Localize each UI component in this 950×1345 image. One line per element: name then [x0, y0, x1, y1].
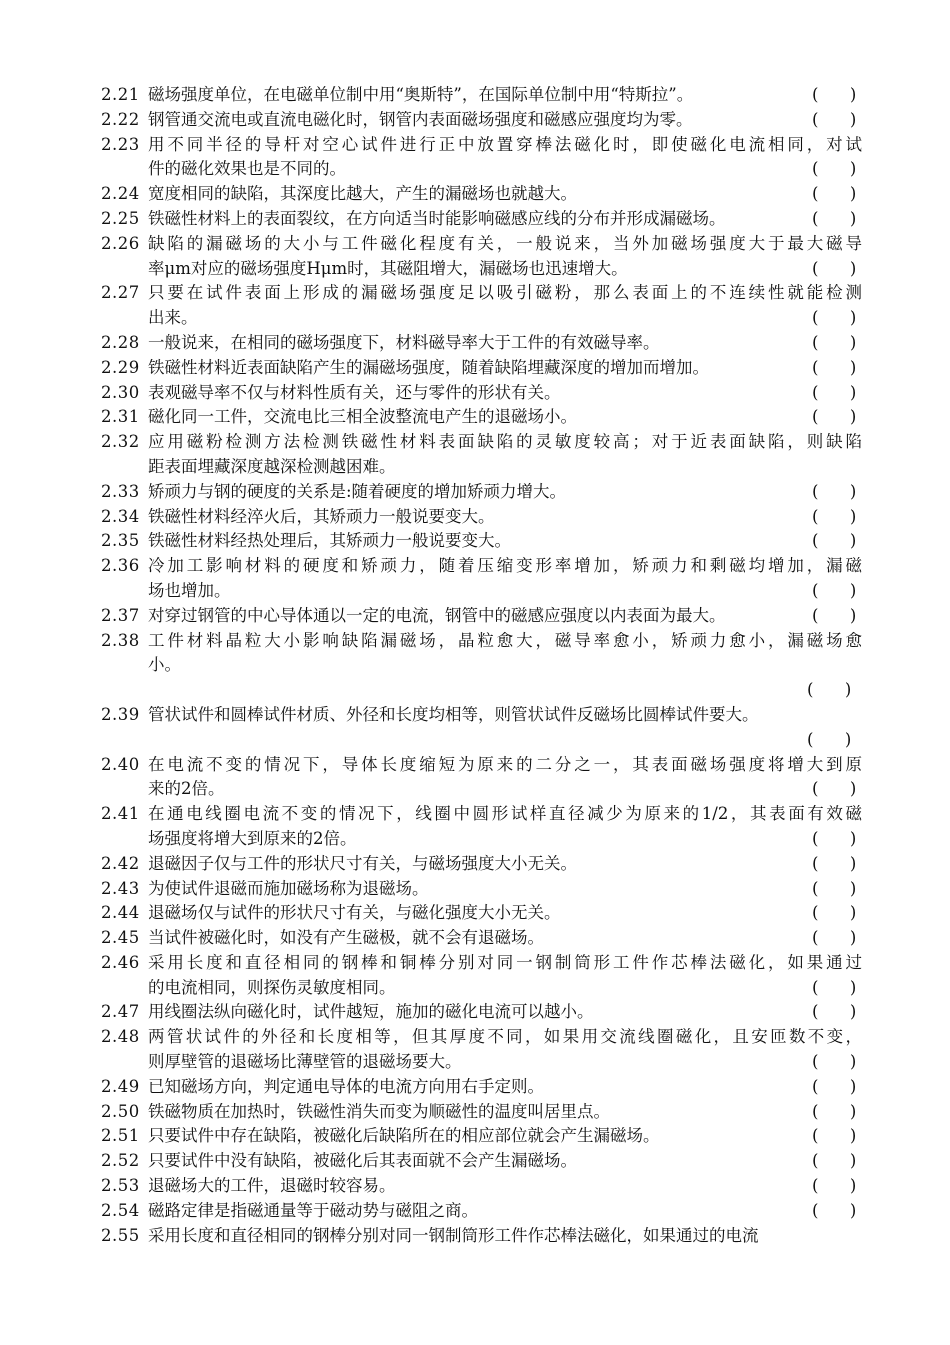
question-number: 2.21: [101, 85, 140, 104]
question-text: 件的磁化效果也是不同的。: [148, 159, 346, 179]
question-number: 2.34: [101, 506, 140, 526]
answer-blank[interactable]: ( ): [812, 580, 857, 600]
question-text: 小。: [148, 655, 181, 675]
question-text-line: [0, 1050, 862, 1075]
answer-blank[interactable]: ( ): [807, 729, 852, 749]
question-text-line: [0, 777, 862, 802]
answer-blank[interactable]: ( ): [812, 357, 857, 377]
question-text: 退磁场仅与试件的形状尺寸有关，与磁化强度大小无关。: [148, 903, 561, 923]
question-text: 则厚壁管的退磁场比薄壁管的退磁场要大。: [148, 1052, 462, 1072]
answer-blank[interactable]: ( ): [812, 1200, 857, 1220]
question-text: 场强度将增大到原来的2倍。: [148, 828, 357, 848]
question-number: 2.31: [101, 407, 140, 427]
question-text: 退磁场大的工件，退磁时较容易。: [148, 1176, 396, 1196]
question-text: 只要试件中存在缺陷，被磁化后缺陷所在的相应部位就会产生漏磁场。: [148, 1126, 660, 1146]
question-text-line: [0, 901, 862, 926]
answer-blank[interactable]: ( ): [812, 977, 857, 997]
question-text: 只要在试件表面上形成的漏磁场强度足以吸引磁粉，那么表面上的不连续性就能检测: [148, 283, 862, 303]
question-text: 为使试件退磁而施加磁场称为退磁场。: [148, 878, 429, 898]
question-text: 应用磁粉检测方法检测铁磁性材料表面缺陷的灵敏度较高；对于近表面缺陷，则缺陷: [148, 432, 862, 452]
question-item: [0, 1149, 950, 1174]
question-item: [0, 207, 950, 232]
question-number: 2.51: [101, 1126, 140, 1146]
question-number: 2.39: [101, 704, 140, 724]
question-text-line: [0, 877, 862, 902]
answer-blank[interactable]: ( ): [812, 184, 857, 204]
question-text-line: [0, 281, 862, 306]
question-text-line: [0, 951, 862, 976]
question-text: 对穿过钢管的中心导体通以一定的电流，钢管中的磁感应强度以内表面为最大。: [148, 605, 726, 625]
question-text-line: [0, 852, 862, 877]
question-item: [0, 505, 950, 530]
question-number: 2.47: [101, 1002, 140, 1022]
question-item: [0, 133, 950, 183]
question-text: 距表面埋藏深度越深检测越困难。: [148, 456, 396, 476]
question-item: [0, 1100, 950, 1125]
question-item: [0, 1000, 950, 1025]
answer-blank[interactable]: ( ): [812, 531, 857, 551]
question-text-line: [0, 405, 862, 430]
question-text-line: [0, 157, 862, 182]
answer-blank[interactable]: ( ): [812, 258, 857, 278]
answer-blank[interactable]: ( ): [812, 928, 857, 948]
question-text-line: [0, 653, 862, 678]
answer-blank[interactable]: ( ): [812, 779, 857, 799]
answer-blank[interactable]: ( ): [812, 85, 857, 104]
question-text: 工件材料晶粒大小影响缺陷漏磁场，晶粒愈大，磁导率愈小，矫顽力愈小，漏磁场愈: [148, 630, 862, 650]
answer-blank[interactable]: ( ): [812, 1176, 857, 1196]
question-text: 只要试件中没有缺陷，被磁化后其表面就不会产生漏磁场。: [148, 1151, 577, 1171]
question-number: 2.53: [101, 1176, 140, 1196]
question-text: 场也增加。: [148, 580, 231, 600]
question-item: [0, 802, 950, 852]
question-item: [0, 356, 950, 381]
question-item: [0, 281, 950, 331]
question-number: 2.55: [101, 1225, 140, 1245]
question-text: 钢管通交流电或直流电磁化时，钢管内表面磁场强度和磁感应强度均为零。: [148, 109, 693, 129]
answer-blank[interactable]: ( ): [807, 680, 852, 700]
answer-blank[interactable]: ( ): [812, 605, 857, 625]
question-text-line: [0, 604, 862, 629]
question-item: [0, 108, 950, 133]
question-text: 磁场强度单位，在电磁单位制中用“奥斯特”，在国际单位制中用“特斯拉”。: [148, 85, 694, 104]
question-text: 退磁因子仅与工件的形状尺寸有关，与磁场强度大小无关。: [148, 853, 577, 873]
question-number: 2.36: [101, 556, 140, 576]
question-number: 2.52: [101, 1151, 140, 1171]
question-number: 2.46: [101, 952, 140, 972]
question-text-line: [0, 802, 862, 827]
question-number: 2.22: [101, 109, 140, 129]
question-item: [0, 529, 950, 554]
answer-blank[interactable]: ( ): [812, 1052, 857, 1072]
answer-blank[interactable]: ( ): [812, 1126, 857, 1146]
question-text-line: [0, 207, 862, 232]
question-text: 磁化同一工件，交流电比三相全波整流电产生的退磁场小。: [148, 407, 577, 427]
question-text-line: [0, 1075, 862, 1100]
question-text: 缺陷的漏磁场的大小与工件磁化程度有关，一般说来，当外加磁场强度大于最大磁导: [148, 233, 862, 253]
answer-blank[interactable]: ( ): [812, 1002, 857, 1022]
question-text-line: [0, 827, 862, 852]
answer-blank[interactable]: ( ): [812, 506, 857, 526]
question-number: 2.25: [101, 208, 140, 228]
question-item: [0, 1174, 950, 1199]
question-text: 当试件被磁化时，如没有产生磁极，就不会有退磁场。: [148, 928, 544, 948]
answer-blank[interactable]: ( ): [812, 828, 857, 848]
question-item: [0, 430, 950, 480]
answer-blank-line: [0, 678, 862, 703]
question-number: 2.35: [101, 531, 140, 551]
answer-blank[interactable]: ( ): [812, 1076, 857, 1096]
question-text-line: [0, 753, 862, 778]
answer-blank[interactable]: ( ): [812, 407, 857, 427]
question-number: 2.54: [101, 1200, 140, 1220]
answer-blank[interactable]: ( ): [812, 332, 857, 352]
question-text: 用不同半径的导杆对空心试件进行正中放置穿棒法磁化时，即使磁化电流相同，对试: [148, 134, 862, 154]
question-text-line: [0, 133, 862, 158]
question-text-line: [0, 703, 862, 728]
question-text: 率μm对应的磁场强度Hμm时，其磁阻增大，漏磁场也迅速增大。: [148, 258, 628, 278]
question-number: 2.27: [101, 283, 140, 303]
question-text-line: [0, 629, 862, 654]
answer-blank[interactable]: ( ): [812, 1151, 857, 1171]
question-text: 铁磁性材料近表面缺陷产生的漏磁场强度，随着缺陷埋藏深度的增加而增加。: [148, 357, 709, 377]
question-number: 2.37: [101, 605, 140, 625]
question-number: 2.50: [101, 1101, 140, 1121]
question-number: 2.42: [101, 853, 140, 873]
question-text: 来的2倍。: [148, 779, 225, 799]
question-item: [0, 1025, 950, 1075]
question-item: [0, 232, 950, 282]
question-number: 2.32: [101, 432, 140, 452]
question-number: 2.29: [101, 357, 140, 377]
answer-blank[interactable]: ( ): [812, 109, 857, 129]
question-text-line: [0, 1000, 862, 1025]
question-number: 2.24: [101, 184, 140, 204]
question-number: 2.45: [101, 928, 140, 948]
question-item: [0, 1075, 950, 1100]
answer-blank-line: [0, 728, 862, 753]
question-item: [0, 405, 950, 430]
question-item: [0, 480, 950, 505]
question-text-line: [0, 1025, 862, 1050]
question-text: 冷加工影响材料的硬度和矫顽力，随着压缩变形率增加，矫顽力和剩磁均增加，漏磁: [148, 556, 862, 576]
question-text-line: [0, 232, 862, 257]
question-text: 管状试件和圆棒试件材质、外径和长度均相等，则管状试件反磁场比圆棒试件要大。: [148, 704, 759, 724]
question-text-line: [0, 83, 862, 108]
question-text-line: [0, 480, 862, 505]
question-number: 2.23: [101, 134, 140, 154]
question-text-line: [0, 182, 862, 207]
question-item: [0, 852, 950, 877]
answer-blank[interactable]: ( ): [812, 382, 857, 402]
answer-blank[interactable]: ( ): [812, 208, 857, 228]
question-number: 2.30: [101, 382, 140, 402]
question-text: 采用长度和直径相同的钢棒分别对同一钢制筒形工件作芯棒法磁化，如果通过的电流: [148, 1225, 759, 1245]
question-item: [0, 604, 950, 629]
question-text-line: [0, 1149, 862, 1174]
question-text-line: [0, 430, 862, 455]
question-item: [0, 381, 950, 406]
question-text-line: [0, 1100, 862, 1125]
question-number: 2.26: [101, 233, 140, 253]
question-text: 的电流相同，则探伤灵敏度相同。: [148, 977, 396, 997]
question-text: 出来。: [148, 308, 198, 328]
question-text: 用线圈法纵向磁化时，试件越短，施加的磁化电流可以越小。: [148, 1002, 594, 1022]
question-text-line: [0, 579, 862, 604]
question-text-line: [0, 926, 862, 951]
question-text-line: [0, 976, 862, 1001]
question-item: [0, 1224, 950, 1249]
answer-blank[interactable]: ( ): [812, 308, 857, 328]
question-text-line: [0, 356, 862, 381]
question-number: 2.28: [101, 332, 140, 352]
question-text: 已知磁场方向，判定通电导体的电流方向用右手定则。: [148, 1076, 544, 1096]
question-text-line: [0, 505, 862, 530]
question-number: 2.41: [101, 804, 140, 824]
question-number: 2.33: [101, 481, 140, 501]
question-text: 磁路定律是指磁通量等于磁动势与磁阻之商。: [148, 1200, 478, 1220]
answer-blank[interactable]: ( ): [812, 878, 857, 898]
question-text: 铁磁性材料上的表面裂纹，在方向适当时能影响磁感应线的分布并形成漏磁场。: [148, 208, 726, 228]
question-item: [0, 703, 950, 753]
question-item: [0, 877, 950, 902]
answer-blank[interactable]: ( ): [812, 853, 857, 873]
question-text: 在电流不变的情况下，导体长度缩短为原来的二分之一，其表面磁场强度将增大到原: [148, 754, 862, 774]
question-text: 一般说来，在相同的磁场强度下，材料磁导率大于工件的有效磁导率。: [148, 332, 660, 352]
question-item: [0, 1199, 950, 1224]
question-item: [0, 753, 950, 803]
question-item: [0, 629, 950, 703]
question-text: 在通电线圈电流不变的情况下，线圈中圆形试样直径减少为原来的1/2，其表面有效磁: [148, 804, 862, 824]
answer-blank[interactable]: ( ): [812, 903, 857, 923]
question-text-line: [0, 331, 862, 356]
question-item: [0, 182, 950, 207]
question-text-line: [0, 1199, 862, 1224]
question-list: [0, 83, 950, 1248]
question-text-line: [0, 381, 862, 406]
question-text: 矫顽力与钢的硬度的关系是:随着硬度的增加矫顽力增大。: [148, 481, 567, 501]
question-text-line: [0, 529, 862, 554]
question-text-line: [0, 1224, 862, 1249]
question-text-line: [0, 1124, 862, 1149]
question-number: 2.38: [101, 630, 140, 650]
question-number: 2.44: [101, 903, 140, 923]
question-text-line: [0, 306, 862, 331]
question-number: 2.48: [101, 1027, 140, 1047]
question-item: [0, 83, 950, 108]
question-text-line: [0, 108, 862, 133]
question-text: 采用长度和直径相同的钢棒和铜棒分别对同一钢制筒形工件作芯棒法磁化，如果通过: [148, 952, 862, 972]
question-text-line: [0, 455, 862, 480]
question-text-line: [0, 554, 862, 579]
question-text: 表观磁导率不仅与材料性质有关，还与零件的形状有关。: [148, 382, 561, 402]
question-item: [0, 554, 950, 604]
question-item: [0, 331, 950, 356]
answer-blank[interactable]: ( ): [812, 159, 857, 179]
question-text: 铁磁性材料经热处理后，其矫顽力一般说要变大。: [148, 531, 511, 551]
question-text: 铁磁物质在加热时，铁磁性消失而变为顺磁性的温度叫居里点。: [148, 1101, 610, 1121]
answer-blank[interactable]: ( ): [812, 1101, 857, 1121]
question-number: 2.43: [101, 878, 140, 898]
question-text: 宽度相同的缺陷，其深度比越大，产生的漏磁场也就越大。: [148, 184, 577, 204]
question-text-line: [0, 1174, 862, 1199]
answer-blank[interactable]: ( ): [812, 481, 857, 501]
question-number: 2.49: [101, 1076, 140, 1096]
question-item: [0, 901, 950, 926]
question-item: [0, 926, 950, 951]
question-text: 两管状试件的外径和长度相等，但其厚度不同，如果用交流线圈磁化，且安匝数不变，: [148, 1027, 862, 1047]
question-text-line: [0, 257, 862, 282]
question-text: 铁磁性材料经淬火后，其矫顽力一般说要变大。: [148, 506, 495, 526]
question-number: 2.40: [101, 754, 140, 774]
question-item: [0, 1124, 950, 1149]
question-item: [0, 951, 950, 1001]
